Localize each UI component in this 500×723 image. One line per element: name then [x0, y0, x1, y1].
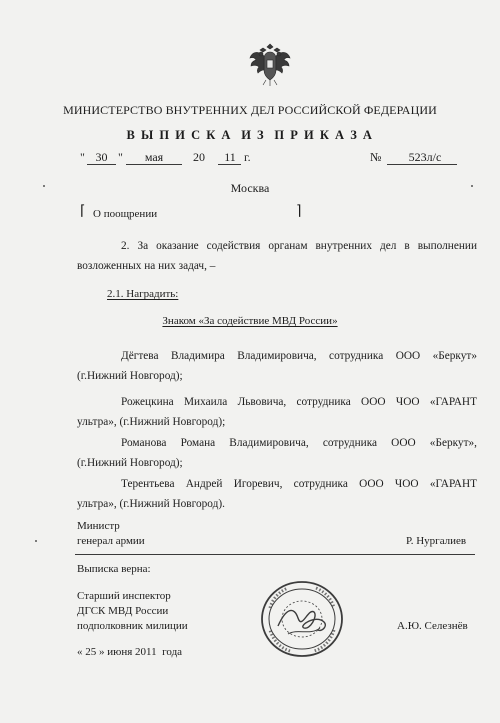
order-number: 523л/с — [408, 150, 442, 164]
signer-position: Министр — [77, 520, 120, 532]
awardee-line-1: Романова Романа Владимировича, сотрудника ООО «Беркут», — [121, 437, 477, 449]
awardee-item — [77, 474, 477, 514]
awardee-line-2: ультра», (г.Нижний Новгород). — [77, 498, 225, 510]
awardee-item — [77, 346, 477, 386]
awardee-line-2: (г.Нижний Новгород); — [77, 370, 183, 382]
date-year: 11 — [224, 150, 236, 164]
clause-2 — [77, 236, 477, 276]
date-year-underline — [218, 164, 241, 165]
award-name: Знаком «За содействие МВД России» — [162, 315, 338, 327]
scan-speck — [471, 185, 473, 187]
date-day: 30 — [95, 150, 108, 164]
certifier-name: А.Ю. Селезнёв — [397, 620, 468, 632]
signer-name: Р. Нургалиев — [406, 535, 467, 547]
date-day-underline — [87, 164, 116, 165]
double-headed-eagle-icon — [248, 40, 292, 88]
scan-speck — [35, 540, 37, 542]
subject-bracket-close: ⌉ — [296, 204, 302, 219]
clause-2-line-2: возложенных на них задач, – — [77, 260, 216, 272]
awardee-line-1: Терентьева Андрей Игоревич, сотрудника ООО ЧОО «ГАРАНТ — [121, 478, 477, 490]
awardee-line-1: Рожецкина Михаила Львовича, сотрудника ООО ЧОО «ГАРАНТ — [121, 396, 477, 408]
clause-2-line-1: 2. За оказание содействия органам внутренних дел в выполнении — [121, 240, 477, 252]
subject: О поощрении — [93, 208, 158, 220]
awardee-line-2: ультра», (г.Нижний Новгород); — [77, 416, 226, 428]
subject-bracket-open: ⌈ — [80, 204, 86, 219]
awardee-line-1: Дёгтева Владимира Владимировича, сотрудника ООО «Беркут» — [121, 350, 477, 362]
separator-line — [75, 554, 475, 555]
awardee-item — [77, 433, 477, 473]
order-number-underline — [387, 164, 457, 165]
date-suffix: г. — [244, 150, 251, 164]
order-number-sign: № — [370, 150, 382, 164]
city: Москва — [230, 181, 270, 195]
certifier-position: Старший инспектор — [77, 590, 171, 602]
extract-correct: Выписка верна: — [77, 563, 151, 575]
date-month-underline — [126, 164, 182, 165]
certification-date: « 25 » июня 2011 года — [77, 646, 183, 658]
certifier-rank: подполковник милиции — [77, 620, 188, 632]
official-seal-icon — [258, 578, 346, 660]
signer-rank: генерал армии — [77, 535, 145, 547]
date-month: мая — [144, 150, 164, 164]
scan-speck — [43, 185, 45, 187]
date-close-quote: " — [118, 150, 123, 164]
awardee-line-2: (г.Нижний Новгород); — [77, 457, 183, 469]
clause-2-1: 2.1. Наградить: — [107, 288, 179, 300]
certifier-department: ДГСК МВД России — [77, 605, 169, 617]
date-open-quote: " — [80, 150, 85, 164]
ministry-name: МИНИСТЕРСТВО ВНУТРЕННИХ ДЕЛ РОССИЙСКОЙ ФЕДЕРАЦИИ — [63, 103, 437, 117]
date-century: 20 — [193, 150, 205, 164]
awardee-item — [77, 392, 477, 432]
document-title: В Ы П И С К А И З П Р И К А З А — [126, 128, 374, 142]
